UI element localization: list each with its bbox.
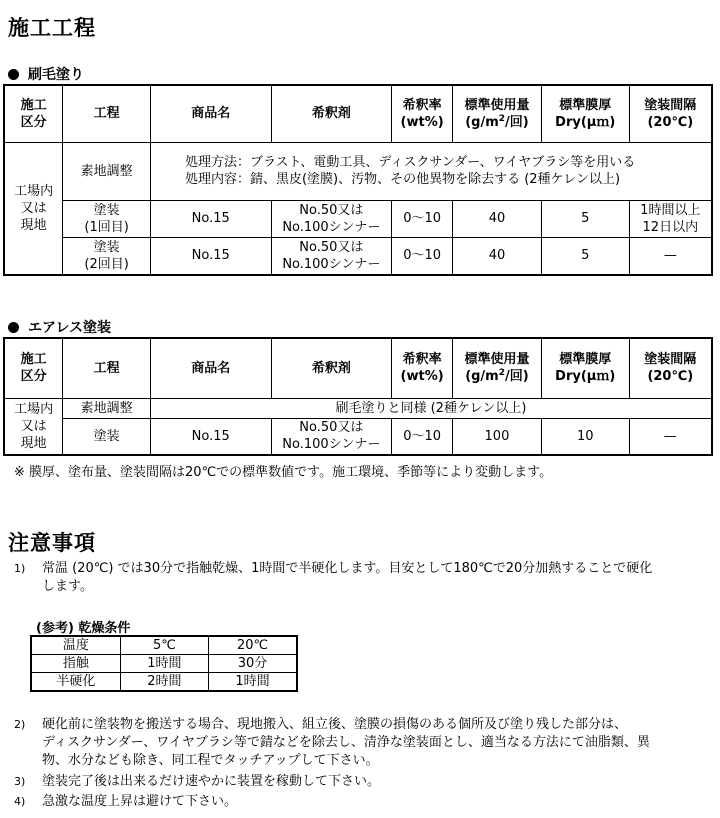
- ratio-cell: 0～10: [392, 237, 453, 275]
- drying-title: (参考) 乾燥条件: [36, 621, 131, 636]
- description-cell: 刷毛塗りと同様 (2種ケレン以上): [150, 398, 712, 418]
- header-area: 施工 区分: [4, 338, 63, 398]
- usage-cell: 100: [453, 418, 542, 455]
- header-process: 工程: [63, 338, 151, 398]
- usage-cell: 40: [453, 200, 542, 237]
- area-cell: 工場内 又は 現地: [4, 398, 63, 455]
- caution-item-1: 1) 常温 (20℃) では30分で指触乾燥、1時間で半硬化します。目安として180℃で20分加熱することで硬化 します。: [14, 561, 653, 594]
- drying-row-label: 指触: [31, 655, 120, 673]
- caution-item-2: 2) 硬化前に塗装物を搬送する場合、現地搬入、組立後、塗膜の損傷のある個所及び塗り残した部分は、 ディスクサンダー、ワイヤブラシ等で錆などを除去し、清浄な塗装面とし、適当なる方法にて油脂類、異 物、水分なども除き、同工程でタッチアップして下さい。: [14, 717, 650, 768]
- bullet-icon: [8, 322, 19, 333]
- drying-table: [30, 635, 298, 692]
- drying-cell: 30分: [209, 655, 297, 673]
- thinner-cell: No.50又は No.100シンナー: [271, 200, 392, 237]
- caution-item-4: 4) 急激な温度上昇は避けて下さい。: [14, 794, 238, 809]
- section-heading-airless: エアレス塗装: [8, 317, 111, 337]
- process-cell: 素地調整: [63, 142, 151, 200]
- header-interval: 塗装間隔 (20℃): [629, 338, 712, 398]
- header-ratio: 希釈率 (wt%): [392, 338, 453, 398]
- interval-cell: 1時間以上 12日以内: [629, 200, 712, 237]
- area-cell: 工場内 又は 現地: [4, 142, 63, 275]
- thinner-cell: No.50又は No.100シンナー: [271, 418, 392, 455]
- film-cell: 5: [541, 237, 629, 275]
- usage-cell: 40: [453, 237, 542, 275]
- drying-cell: 1時間: [120, 655, 208, 673]
- header-product: 商品名: [150, 85, 271, 142]
- header-usage: 標準使用量 ($g/m^2/$回): [453, 85, 542, 142]
- interval-cell: —: [629, 237, 712, 275]
- brush-spec-table: [3, 84, 713, 276]
- drying-cell: 2時間: [120, 673, 208, 692]
- film-cell: 10: [541, 418, 629, 455]
- header-process: 工程: [63, 85, 151, 142]
- header-area: 施工 区分: [4, 85, 63, 142]
- process-cell: 塗装: [63, 418, 151, 455]
- header-interval: 塗装間隔 (20℃): [629, 85, 712, 142]
- thinner-cell: No.50又は No.100シンナー: [271, 237, 392, 275]
- header-film: 標準膜厚 Dry(μｍ): [541, 85, 629, 142]
- product-cell: No.15: [150, 200, 271, 237]
- header-product: 商品名: [150, 338, 271, 398]
- header-usage: 標準使用量 ($g/m^2/$回): [453, 338, 542, 398]
- process-cell: 塗装 (1回目): [63, 200, 151, 237]
- drying-header-5c: 5℃: [120, 636, 208, 655]
- section-heading-brush: 刷毛塗り: [8, 64, 84, 84]
- description-cell: 処理方法：ブラスト、電動工具、ディスクサンダー、ワイヤブラシ等を用いる 処理内容：錆、黒皮(塗膜)、汚物、その他異物を除去する (2種ケレン以上): [150, 142, 712, 200]
- ratio-cell: 0～10: [392, 418, 453, 455]
- cautions-title: 注意事項: [8, 531, 96, 555]
- footnote: ※ 膜厚、塗布量、塗装間隔は20℃での標準数値です。施工環境、季節等により変動します。: [14, 465, 553, 480]
- process-cell: 素地調整: [63, 398, 151, 418]
- bullet-icon: [8, 69, 19, 80]
- film-cell: 5: [541, 200, 629, 237]
- airless-spec-table: [3, 337, 713, 456]
- product-cell: No.15: [150, 418, 271, 455]
- interval-cell: —: [629, 418, 712, 455]
- caution-item-3: 3) 塗装完了後は出来るだけ速やかに装置を稼動して下さい。: [14, 774, 381, 789]
- product-cell: No.15: [150, 237, 271, 275]
- ratio-cell: 0～10: [392, 200, 453, 237]
- header-ratio: 希釈率 (wt%): [392, 85, 453, 142]
- drying-header-temp: 温度: [31, 636, 120, 655]
- header-film: 標準膜厚 Dry(μｍ): [541, 338, 629, 398]
- page-title: 施工工程: [8, 16, 96, 40]
- process-cell: 塗装 (2回目): [63, 237, 151, 275]
- drying-row-label: 半硬化: [31, 673, 120, 692]
- header-thinner: 希釈剤: [271, 338, 392, 398]
- drying-header-20c: 20℃: [209, 636, 297, 655]
- header-thinner: 希釈剤: [271, 85, 392, 142]
- drying-cell: 1時間: [209, 673, 297, 692]
